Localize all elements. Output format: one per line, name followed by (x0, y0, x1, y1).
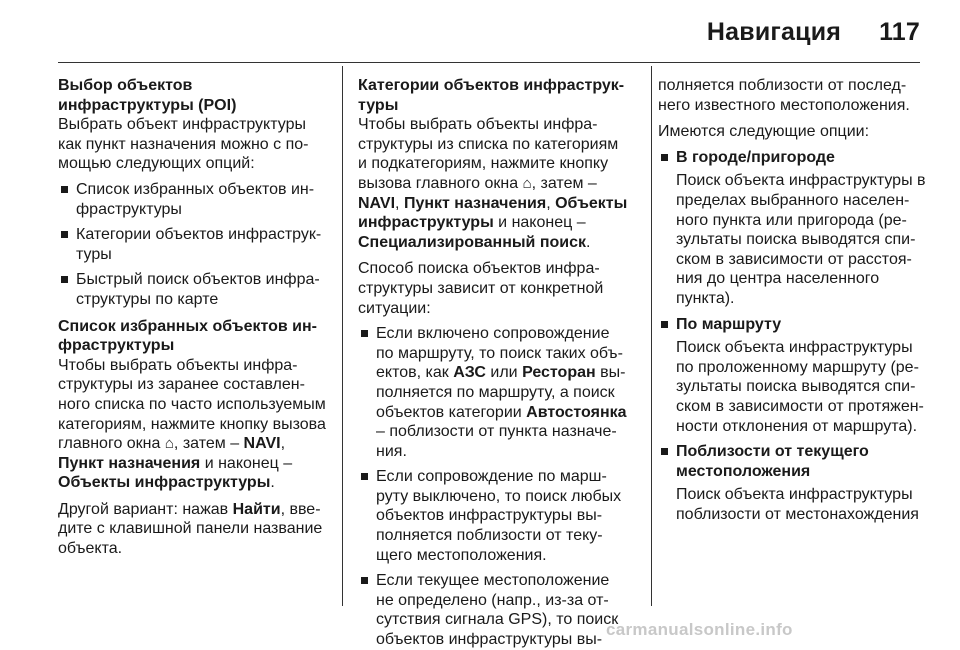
list-item: Если включено сопровождение по маршруту, то поиск таких объектов, как АЗС или Ресторан выполняется по маршруту, а поиск объектов категории Автостоянка – поблизости от пункта назначения. (358, 324, 628, 461)
option-text: Поиск объекта инфраструктуры поблизости от местонахождения (676, 486, 919, 523)
column-divider (342, 66, 343, 606)
column-2 (358, 76, 628, 650)
paragraph: Способ поиска объектов инфраструктуры зависит от конкретной ситуации: (358, 260, 604, 317)
paragraph: полняется поблизости от последнего известного местоположения. (658, 77, 910, 114)
column-3 (658, 76, 928, 524)
option-title: В городе/пригороде (658, 148, 928, 168)
page-header (707, 18, 920, 47)
paragraph: Другой вариант: нажав Найти, введите с клавишной панели название объекта. (58, 500, 323, 558)
paragraph: Имеются следующие опции: (658, 123, 870, 141)
watermark: carmanualsonline.info (606, 620, 793, 639)
home-icon: ⌂ (522, 174, 532, 192)
column-divider (651, 66, 652, 606)
intro-text: Выбрать объект инфраструктуры как пункт назначения можно с помощью следующих опций: (58, 116, 309, 173)
header-rule (58, 62, 920, 63)
home-icon: ⌂ (164, 435, 174, 453)
option-text: Поиск объекта инфраструктуры в пределах выбранного населенного пункта или пригорода (результаты поиска выводятся списком в зависимости от расстояния до центра населенного пункта). (676, 172, 926, 307)
heading-poi: Выбор объектов инфраструктуры (POI) (58, 77, 237, 114)
option-text: Поиск объекта инфраструктуры по проложенному маршруту (результаты поиска выводятся списком в зависимости от протяженности отклонения от маршрута). (676, 339, 924, 435)
page-number: 117 (879, 18, 920, 46)
section-title: Навигация (706, 18, 842, 46)
list-item: Категории объектов инфраструктуры (58, 225, 328, 264)
list-item: Список избранных объектов инфраструктуры (58, 180, 328, 219)
paragraph: Чтобы выбрать объекты инфраструктуры из списка по категориям и подкатегориям, нажмите кнопку вызова главного окна ⌂, затем – NAVI, Пункт назначения, Объекты инфраструктуры и наконец – Специализированный поиск. (358, 116, 628, 251)
list-item: Если сопровождение по маршруту выключено, то поиск любых объектов инфраструктуры выполняется поблизости от текущего местоположения. (358, 467, 628, 565)
paragraph: Чтобы выбрать объекты инфраструктуры из заранее составленного списка по часто используемым категориям, нажмите кнопку вызова главного окна ⌂, затем – NAVI, Пункт назначения и наконец – Объекты инфраструктуры. (58, 356, 326, 492)
column-1 (58, 76, 328, 559)
option-title: По маршруту (658, 315, 928, 335)
heading-favorites: Список избранных объектов инфраструктуры (58, 317, 317, 355)
list-item: Если текущее местоположение не определено (напр., из-за отсутствия сигнала GPS), то поиск объектов инфраструктуры вы- (358, 571, 628, 649)
option-title: Поблизости от текущего местоположения (658, 442, 928, 481)
list-item: Быстрый поиск объектов инфраструктуры по карте (58, 270, 328, 309)
heading-categories: Категории объектов инфраструктуры (358, 77, 625, 114)
